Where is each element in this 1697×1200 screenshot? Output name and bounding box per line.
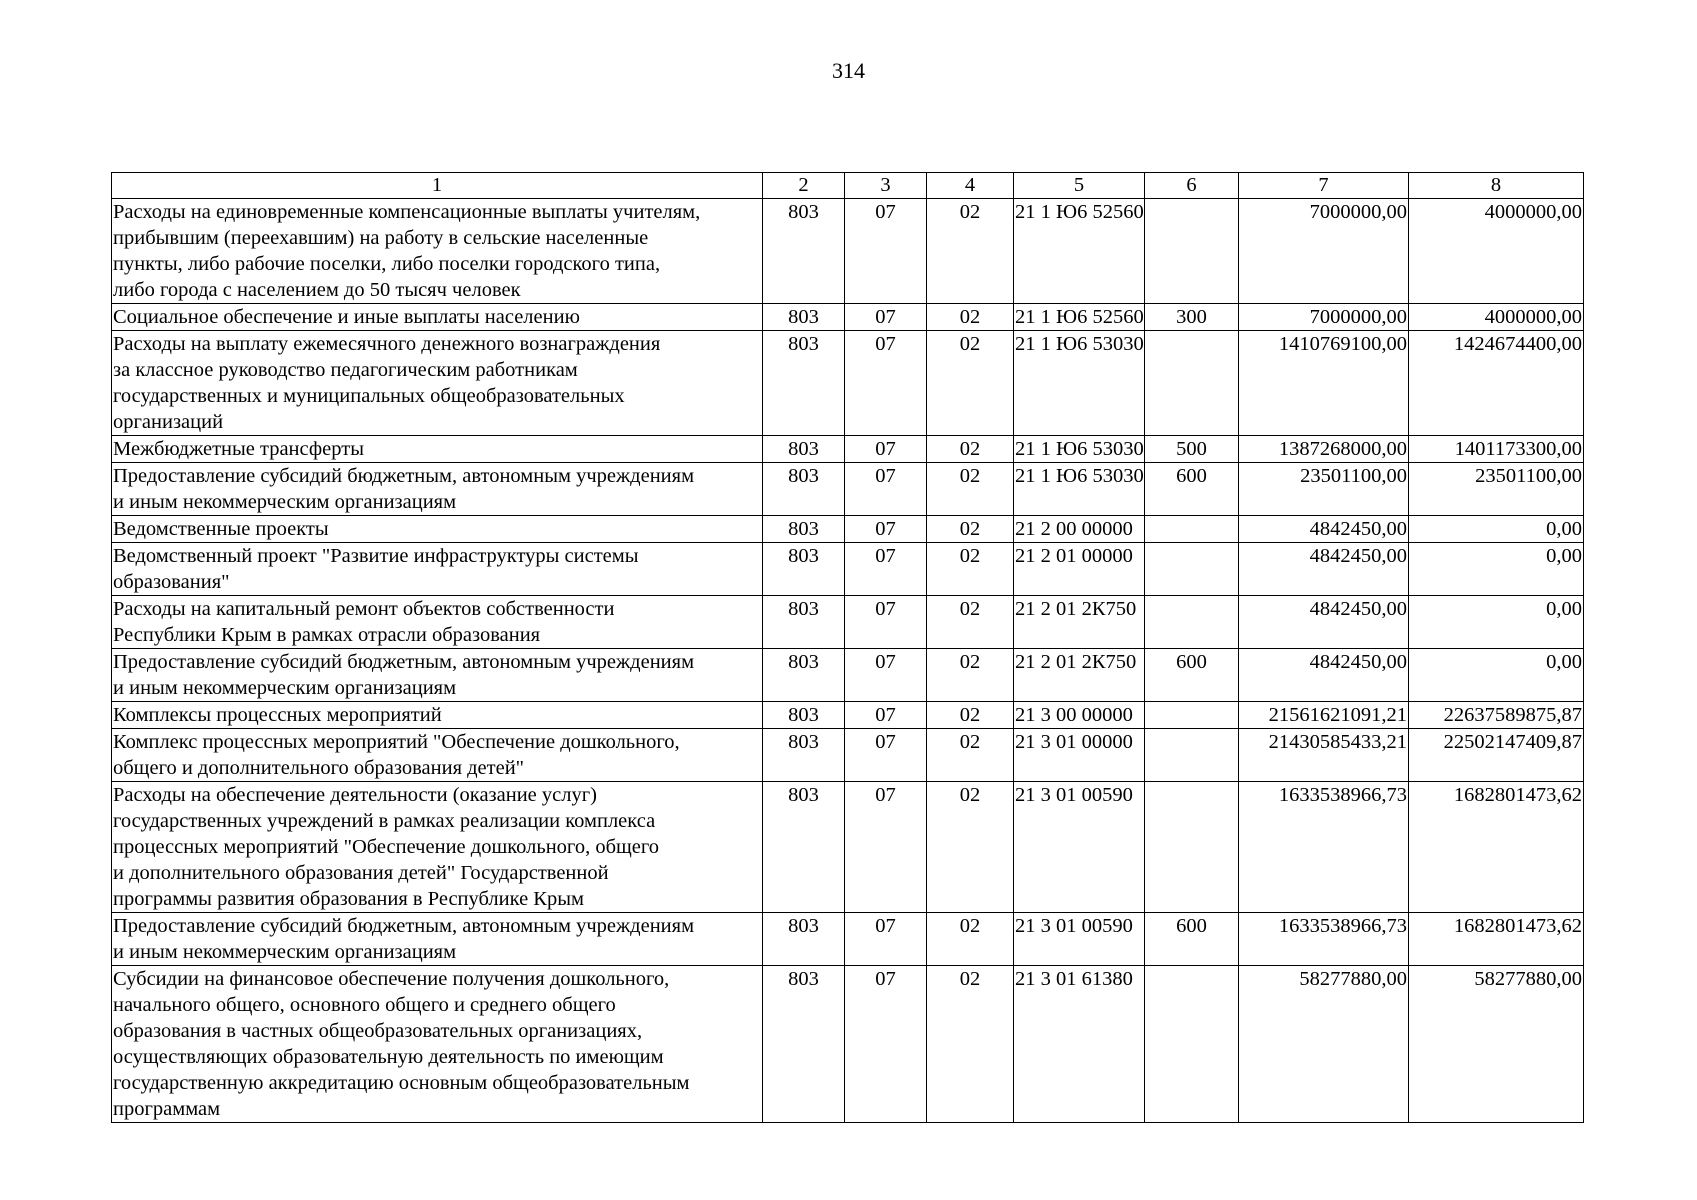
row-description-text: Субсидии на финансовое обеспечение получения дошкольного, начального общего, основного общего и среднего общего образования в частных общеобразовательных организациях, осуществляющих образовательную деятельность по имеющим государственную аккредитацию основным общеобразовательным программам	[113, 968, 690, 1120]
expense-type-code	[1145, 199, 1239, 304]
section-code: 07	[845, 913, 927, 966]
target-article-code: 21 3 01 00000	[1014, 729, 1145, 782]
amount-year-2: 22637589875,87	[1409, 702, 1584, 729]
row-description-text: Комплекс процессных мероприятий "Обеспечение дошкольного, общего и дополнительного образования детей"	[113, 731, 680, 779]
ministry-code: 803	[763, 463, 845, 516]
section-code: 07	[845, 463, 927, 516]
section-code: 07	[845, 702, 927, 729]
target-article-code: 21 1 Ю6 52560	[1014, 199, 1145, 304]
subsection-code: 02	[927, 702, 1014, 729]
amount-year-2: 1424674400,00	[1409, 331, 1584, 436]
amount-year-1: 4842450,00	[1239, 516, 1409, 543]
subsection-code: 02	[927, 199, 1014, 304]
target-article-code: 21 1 Ю6 52560	[1014, 304, 1145, 331]
table-body	[112, 199, 1584, 1123]
amount-year-1: 4842450,00	[1239, 649, 1409, 702]
section-code: 07	[845, 782, 927, 913]
amount-year-1: 7000000,00	[1239, 199, 1409, 304]
page-number: 314	[832, 58, 865, 83]
amount-year-2: 1682801473,62	[1409, 913, 1584, 966]
amount-year-2: 23501100,00	[1409, 463, 1584, 516]
ministry-code: 803	[763, 729, 845, 782]
row-description	[112, 596, 763, 649]
amount-year-1: 21430585433,21	[1239, 729, 1409, 782]
subsection-code: 02	[927, 649, 1014, 702]
row-description	[112, 516, 763, 543]
target-article-code: 21 1 Ю6 53030	[1014, 463, 1145, 516]
table-row	[112, 516, 1584, 543]
expense-type-code	[1145, 596, 1239, 649]
amount-year-2: 1682801473,62	[1409, 782, 1584, 913]
amount-year-1: 1633538966,73	[1239, 782, 1409, 913]
column-header: 3	[845, 173, 927, 199]
amount-year-1: 1387268000,00	[1239, 436, 1409, 463]
section-code: 07	[845, 543, 927, 596]
subsection-code: 02	[927, 596, 1014, 649]
column-header: 7	[1239, 173, 1409, 199]
column-header: 2	[763, 173, 845, 199]
amount-year-1: 21561621091,21	[1239, 702, 1409, 729]
row-description-text: Расходы на обеспечение деятельности (оказание услуг) государственных учреждений в рамках реализации комплекса процессных мероприятий "Обеспечение дошкольного, общего и дополнительного образования детей" Государственной программы развития образования в Республике Крым	[113, 784, 660, 910]
row-description-text: Расходы на выплату ежемесячного денежного вознаграждения за классное руководство педагогическим работникам государственных и муниципальных общеобразовательных организаций	[113, 333, 661, 433]
subsection-code: 02	[927, 729, 1014, 782]
expense-type-code: 600	[1145, 913, 1239, 966]
amount-year-1: 23501100,00	[1239, 463, 1409, 516]
row-description	[112, 199, 763, 304]
subsection-code: 02	[927, 543, 1014, 596]
table-row	[112, 331, 1584, 436]
expense-type-code	[1145, 516, 1239, 543]
amount-year-2: 0,00	[1409, 543, 1584, 596]
row-description	[112, 729, 763, 782]
subsection-code: 02	[927, 966, 1014, 1123]
expense-type-code: 300	[1145, 304, 1239, 331]
target-article-code: 21 3 00 00000	[1014, 702, 1145, 729]
section-code: 07	[845, 331, 927, 436]
subsection-code: 02	[927, 463, 1014, 516]
amount-year-2: 0,00	[1409, 649, 1584, 702]
expense-type-code	[1145, 331, 1239, 436]
section-code: 07	[845, 966, 927, 1123]
subsection-code: 02	[927, 304, 1014, 331]
table-row	[112, 913, 1584, 966]
row-description-text: Предоставление субсидий бюджетным, автономным учреждениям и иным некоммерческим организациям	[113, 465, 695, 513]
row-description-text: Предоставление субсидий бюджетным, автономным учреждениям и иным некоммерческим организациям	[113, 651, 695, 699]
table-row	[112, 543, 1584, 596]
row-description	[112, 436, 763, 463]
section-code: 07	[845, 516, 927, 543]
ministry-code: 803	[763, 913, 845, 966]
amount-year-1: 4842450,00	[1239, 543, 1409, 596]
table-row	[112, 463, 1584, 516]
amount-year-2: 0,00	[1409, 596, 1584, 649]
column-header: 5	[1014, 173, 1145, 199]
amount-year-1: 7000000,00	[1239, 304, 1409, 331]
row-description	[112, 649, 763, 702]
amount-year-2: 4000000,00	[1409, 199, 1584, 304]
row-description-text: Социальное обеспечение и иные выплаты населению	[113, 306, 580, 328]
subsection-code: 02	[927, 782, 1014, 913]
row-description	[112, 913, 763, 966]
expense-type-code: 500	[1145, 436, 1239, 463]
row-description	[112, 463, 763, 516]
amount-year-2: 4000000,00	[1409, 304, 1584, 331]
budget-table	[111, 172, 1584, 1123]
row-description-text: Комплексы процессных мероприятий	[113, 704, 442, 726]
expense-type-code: 600	[1145, 649, 1239, 702]
subsection-code: 02	[927, 436, 1014, 463]
ministry-code: 803	[763, 199, 845, 304]
row-description	[112, 702, 763, 729]
subsection-code: 02	[927, 913, 1014, 966]
target-article-code: 21 2 01 2К750	[1014, 649, 1145, 702]
section-code: 07	[845, 304, 927, 331]
row-description-text: Межбюджетные трансферты	[113, 438, 364, 460]
row-description-text: Расходы на единовременные компенсационные выплаты учителям, прибывшим (переехавшим) на работу в сельские населенные пункты, либо рабочие поселки, либо поселки городского типа, либо города с населением до 50 тысяч человек	[113, 201, 701, 301]
column-header: 1	[112, 173, 763, 199]
ministry-code: 803	[763, 649, 845, 702]
table-row	[112, 702, 1584, 729]
row-description	[112, 304, 763, 331]
table-row	[112, 199, 1584, 304]
table-row	[112, 436, 1584, 463]
row-description-text: Предоставление субсидий бюджетным, автономным учреждениям и иным некоммерческим организациям	[113, 915, 695, 963]
subsection-code: 02	[927, 331, 1014, 436]
table-row	[112, 782, 1584, 913]
amount-year-2: 22502147409,87	[1409, 729, 1584, 782]
expense-type-code	[1145, 543, 1239, 596]
amount-year-2: 58277880,00	[1409, 966, 1584, 1123]
expense-type-code: 600	[1145, 463, 1239, 516]
section-code: 07	[845, 199, 927, 304]
expense-type-code	[1145, 966, 1239, 1123]
ministry-code: 803	[763, 966, 845, 1123]
ministry-code: 803	[763, 543, 845, 596]
ministry-code: 803	[763, 516, 845, 543]
amount-year-1: 58277880,00	[1239, 966, 1409, 1123]
target-article-code: 21 2 01 00000	[1014, 543, 1145, 596]
table-row	[112, 596, 1584, 649]
table-row	[112, 649, 1584, 702]
section-code: 07	[845, 649, 927, 702]
expense-type-code	[1145, 782, 1239, 913]
target-article-code: 21 3 01 00590	[1014, 782, 1145, 913]
amount-year-2: 1401173300,00	[1409, 436, 1584, 463]
ministry-code: 803	[763, 436, 845, 463]
table-row	[112, 966, 1584, 1123]
row-description	[112, 331, 763, 436]
target-article-code: 21 2 00 00000	[1014, 516, 1145, 543]
column-header: 4	[927, 173, 1014, 199]
table-row	[112, 729, 1584, 782]
target-article-code: 21 1 Ю6 53030	[1014, 331, 1145, 436]
amount-year-1: 4842450,00	[1239, 596, 1409, 649]
table-row	[112, 304, 1584, 331]
ministry-code: 803	[763, 596, 845, 649]
section-code: 07	[845, 436, 927, 463]
amount-year-1: 1633538966,73	[1239, 913, 1409, 966]
row-description	[112, 782, 763, 913]
ministry-code: 803	[763, 702, 845, 729]
expense-type-code	[1145, 729, 1239, 782]
target-article-code: 21 2 01 2К750	[1014, 596, 1145, 649]
section-code: 07	[845, 729, 927, 782]
row-description-text: Ведомственные проекты	[113, 518, 329, 540]
column-header: 8	[1409, 173, 1584, 199]
ministry-code: 803	[763, 331, 845, 436]
row-description	[112, 543, 763, 596]
target-article-code: 21 1 Ю6 53030	[1014, 436, 1145, 463]
amount-year-1: 1410769100,00	[1239, 331, 1409, 436]
row-description-text: Расходы на капитальный ремонт объектов собственности Республики Крым в рамках отрасли образования	[113, 598, 615, 646]
section-code: 07	[845, 596, 927, 649]
ministry-code: 803	[763, 782, 845, 913]
row-description-text: Ведомственный проект "Развитие инфраструктуры системы образования"	[113, 545, 639, 593]
column-header: 6	[1145, 173, 1239, 199]
row-description	[112, 966, 763, 1123]
target-article-code: 21 3 01 61380	[1014, 966, 1145, 1123]
subsection-code: 02	[927, 516, 1014, 543]
expense-type-code	[1145, 702, 1239, 729]
target-article-code: 21 3 01 00590	[1014, 913, 1145, 966]
amount-year-2: 0,00	[1409, 516, 1584, 543]
ministry-code: 803	[763, 304, 845, 331]
column-numbers-row	[112, 173, 1584, 199]
